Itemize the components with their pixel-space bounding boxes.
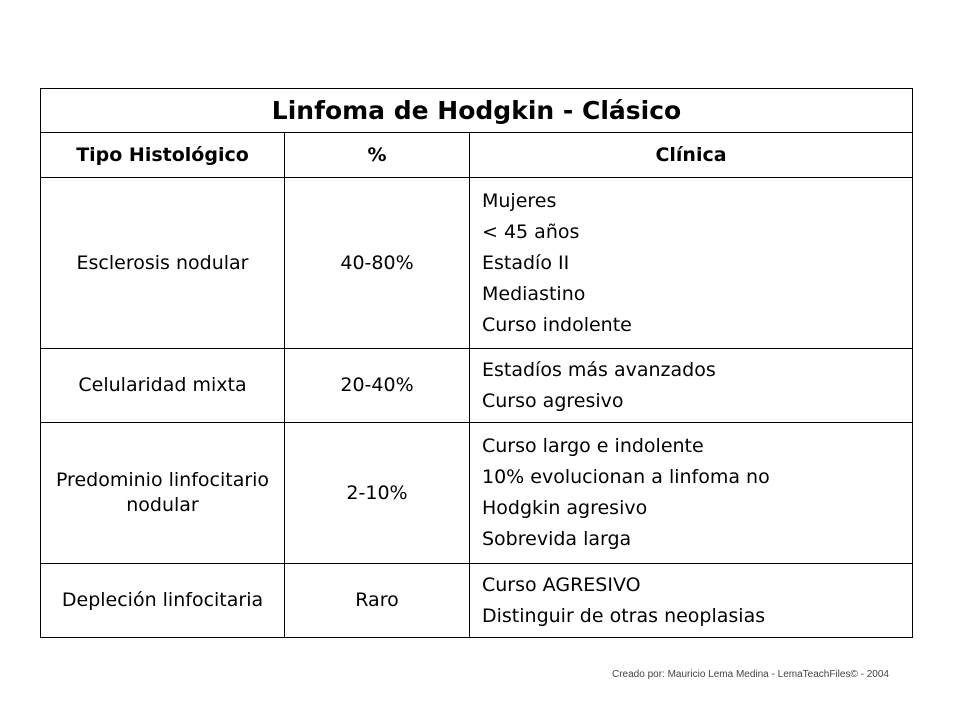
clinica-line: Curso indolente xyxy=(482,313,632,336)
clinica-cell xyxy=(470,178,913,349)
clinica-line: Estadíos más avanzados xyxy=(482,358,716,381)
clinica-line: 10% evolucionan a linfoma no xyxy=(482,466,770,488)
clinica-line: Mujeres xyxy=(482,189,557,212)
tipo-line: Predominio linfocitario xyxy=(55,469,270,491)
clinica-cell xyxy=(470,349,913,423)
percent-cell: 20-40% xyxy=(285,349,470,423)
table-row xyxy=(41,349,913,423)
clinica-line: Distinguir de otras neoplasias xyxy=(482,604,766,627)
tipo-cell: Esclerosis nodular xyxy=(41,178,285,349)
header-clinica: Clínica xyxy=(470,133,913,178)
percent-cell: 40-80% xyxy=(285,178,470,349)
author-credit: Creado por: Mauricio Lema Medina - LemaTeachFiles© - 2004 xyxy=(612,669,889,680)
tipo-cell xyxy=(41,423,285,564)
table-title: Linfoma de Hodgkin - Clásico xyxy=(41,89,913,133)
percent-cell: Raro xyxy=(285,564,470,638)
header-row xyxy=(41,133,913,178)
header-percent: % xyxy=(285,133,470,178)
clinica-line: Mediastino xyxy=(482,282,586,305)
tipo-cell: Depleción linfocitaria xyxy=(41,564,285,638)
percent-cell: 2-10% xyxy=(285,423,470,564)
header-tipo-histologico: Tipo Histológico xyxy=(41,133,285,178)
table-row xyxy=(41,564,913,638)
clinica-line: Curso AGRESIVO xyxy=(482,573,641,596)
clinica-line: Sobrevida larga xyxy=(482,528,632,550)
tipo-line: nodular xyxy=(126,494,199,516)
title-row xyxy=(41,89,913,133)
clinica-cell xyxy=(470,423,913,564)
clinica-line: Estadío II xyxy=(482,251,570,274)
clinica-line: Hodgkin agresivo xyxy=(482,497,648,519)
hodgkin-classification-table xyxy=(40,88,913,638)
tipo-cell: Celularidad mixta xyxy=(41,349,285,423)
table-row xyxy=(41,423,913,564)
clinica-line: Curso largo e indolente xyxy=(482,435,704,457)
clinica-cell xyxy=(470,564,913,638)
clinica-line: < 45 años xyxy=(482,220,580,243)
table-row xyxy=(41,178,913,349)
clinica-line: Curso agresivo xyxy=(482,389,624,412)
